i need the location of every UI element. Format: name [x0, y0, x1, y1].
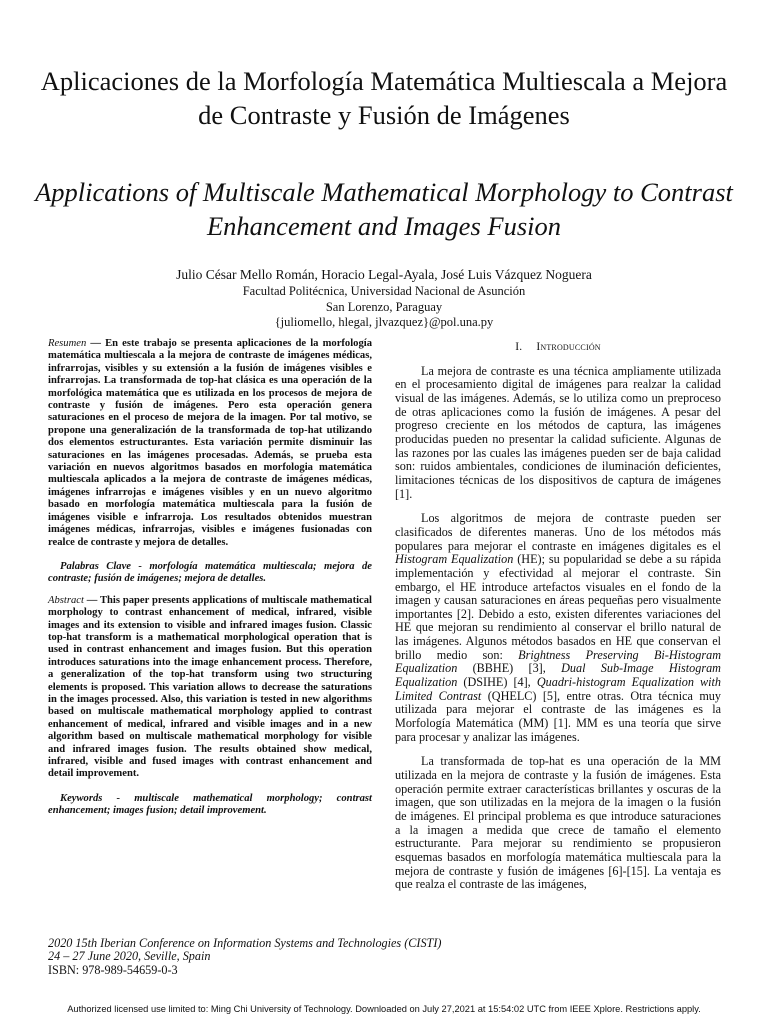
authors: Julio César Mello Román, Horacio Legal-Ayala, José Luis Vázquez Noguera [176, 267, 592, 282]
resumen-paragraph: Resumen — En este trabajo se presenta aplicaciones de la morfología matemática multiescala a la mejora de contraste de imágenes médicas, infrarrojas, visibles y su extensión a la fusión de imágenes visibles e infrarrojas. La transformada de top-hat clásica es una operación de la morfológica matemática que es utilizada en los procesos de mejora de contraste y fusión de imágenes. Pero esta operación genera saturaciones en el proceso de mejora de la imagen. Por tal motivo, se propone una generalización de la transformada de top-hat utilizando dos elementos estructurantes. Esta variación permite disminuir las saturaciones en las imágenes procesadas. Además, se prueba esta variación en nuevos algoritmos basados en morfologia matemática multiescala aplicados a la mejora de contraste de imágenes médicas, imágenes infrarrojas e imágenes visibles y en un nuevo algoritmo basado en morfología matemática multiescala para la fusión de imágenes visible e infrarroja. Los resultados obtenidos muestran imágenes médicas, infrarrojas, visibles e imágenes fusionadas con realce de contraste y mejora de detalles. [48, 338, 373, 548]
resumen-label: Resumen [48, 338, 87, 349]
abstract-label: Abstract [48, 594, 84, 606]
abstract-text: This paper presents applications of multiscale mathematical morphology to contrast enhancement of medical, infrared, visible images and its extension to visible and infrared images fusion. Classic top-hat transform is a mathematical morphological operation that is used in contrast enhancement and images fusion. But this operation introduces saturations into the image enhancement process. Therefore, a generalization of the top-hat transform using two structuring elements is proposed. This variation allows to decrease the saturations in the images processed. Also, this variation is tested in new algorithms based on multiscale mathematical morphology applied to contrast enhancement of medical, infrared and visible images and in a new algorithm based on multiscale mathematical morphology for visible and infrared images fusion. The results obtained show medical, infrared, visible and fused images with contrast enhancement and detail improvement. [48, 594, 372, 780]
title-spanish: Aplicaciones de la Morfología Matemática Multiescala a Mejora de Contraste y Fusión de Imágenes [40, 66, 728, 130]
palabras-clave-paragraph: Palabras Clave - morfología matemática multiescala; mejora de contraste; fusión de imágenes; mejora de detalles. [48, 560, 372, 585]
isbn: ISBN: 978-989-54659-0-3 [48, 962, 178, 977]
palabras-clave-text: morfología matemática multiescala; mejora de contraste; fusión de imágenes; mejora de detalles. [48, 560, 372, 585]
affiliation-emails: {juliomello, hlegal, jlvazquez}@pol.una.py [274, 315, 494, 329]
keywords-text: multiscale mathematical morphology; contrast enhancement; images fusion; detail improvement. [48, 792, 372, 817]
left-column [48, 338, 372, 818]
conference-footer [48, 937, 648, 977]
section-heading [395, 341, 721, 355]
keywords-label: Keywords [60, 792, 103, 804]
section-number: I. [515, 341, 523, 353]
right-column [395, 341, 721, 903]
intro-paragraph-1: La mejora de contraste es una técnica ampliamente utilizada en el procesamiento digital de imágenes para realzar la calidad visual de las imágenes. Además, se lo utiliza como un preproceso de otras aplicaciones como la fusión de imágenes. A pesar del progreso creciente en los métodos de captura, las imágenes producidas pueden no presentar la calidad suficiente. Algunas de las razones por las cuales las imágenes pueden ser de baja calidad son: ruidos ambientales, condiciones de iluminación deficientes, limitaciones técnicas de los dispositivos de captura de imágenes [1]. [395, 363, 721, 501]
intro-paragraph-3: La transformada de top-hat es una operación de la MM utilizada en la mejora de contraste y la fusión de imágenes. Esta operación permite extraer características brillantes y oscuras de la imagen, que son utilizadas en la mejora de la imagen o la fusión de imágenes. El principal problema es que introduce saturaciones a la imagen a medida que crece de tamaño el elemento estructurante. Para mejorar su rendimiento se propusieron esquemas basados en morfología matemática multiescala para la mejora de contraste y fusión de imágenes [6]-[15]. La ventaja es que realza el contraste de las imágenes, [395, 754, 721, 892]
title-english: Applications of Multiscale Mathematical Morphology to Contrast Enhancement and Images Fusion [35, 177, 733, 241]
keywords-paragraph: Keywords - multiscale mathematical morphology; contrast enhancement; images fusion; detail improvement. [48, 792, 372, 817]
palabras-clave-label: Palabras Clave [60, 560, 131, 572]
affiliation-location: San Lorenzo, Paraguay [325, 299, 443, 314]
resumen-text: En este trabajo se presenta aplicaciones de la morfología matemática multiescala a la mejora de contraste de imágenes médicas, infrarrojas, visibles y su extensión a la fusión de imágenes visibles e infrarrojas. La transformada de top-hat clásica es una operación de la morfológica matemática que es utilizada en los procesos de mejora de contraste y fusión de imágenes. Pero esta operación genera saturaciones en el proceso de mejora de la imagen. Por tal motivo, se propone una generalización de la transformada de top-hat utilizando dos elementos estructurantes. Esta variación permite disminuir las saturaciones en las imágenes procesadas. Además, se prueba esta variación en nuevos algoritmos basados en morfologia matemática multiescala aplicados a la mejora de contraste de imágenes médicas, imágenes infrarrojas e imágenes visibles y en un nuevo algoritmo basado en morfología matemática multiescala para la fusión de imágenes visible e infrarroja. Los resultados obtenidos muestran imágenes médicas, infrarrojas, visibles e imágenes fusionadas con realce de contraste y mejora de detalles. [48, 338, 373, 548]
affiliation [40, 284, 728, 331]
conference-name: 2020 15th Iberian Conference on Information Systems and Technologies (CISTI) [48, 936, 442, 950]
affiliation-faculty: Facultad Politécnica, Universidad Nacional de Asunción [242, 284, 526, 298]
section-title: Introducción [536, 341, 601, 353]
intro-paragraph-2: Los algoritmos de mejora de contraste pueden ser clasificados de diferentes maneras. Uno de los métodos más populares para mejorar el contraste en imágenes digitales es el Histogram Equalization (HE); su popularidad se debe a su rápida implementación y efectividad al mejorar el contraste. Sin embargo, el HE introduce artefactos visuales en el fondo de la imagen y causan saturaciones en áreas pequeñas pero visualmente importantes [2]. Debido a esto, existen diferentes variaciones del HE que mejoran su rendimiento al conservar el brillo natural de las imágenes. Algunos métodos basados en HE que conservan el brillo medio son: Brightness Preserving Bi-Histogram Equalization (BBHE) [3], Dual Sub-Image Histogram Equalization (DSIHE) [4], Quadri-histogram Equalization with Limited Contrast (QHELC) [5], entre otras. Otra técnica muy utilizada para mejorar el contraste de las imágenes es la Morfología Matemática (MM) [1]. MM es una teoría que sirve para procesar y analizar las imágenes. [395, 511, 722, 744]
conference-dates: 24 – 27 June 2020, Seville, Spain [48, 949, 211, 964]
license-notice: Authorized licensed use limited to: Ming Chi University of Technology. Downloaded on July 27,2021 at 15:54:02 UTC from IEEE Xplore. Restrictions apply. [67, 1004, 701, 1014]
abstract-paragraph: Abstract — This paper presents applications of multiscale mathematical morphology to contrast enhancement of medical, infrared, visible images and its extension to visible and infrared images fusion. Classic top-hat transform is a mathematical morphological operation that is used in contrast enhancement and images fusion. But this operation introduces saturations into the image enhancement process. Therefore, a generalization of the top-hat transform using two structuring elements is proposed. This variation allows to decrease the saturations in the images processed. Also, this variation is tested in new algorithms based on multiscale mathematical morphology applied to contrast enhancement of medical, infrared and visible images and in a new algorithm based on multiscale mathematical morphology for visible and infrared images fusion. The results obtained show medical, infrared, visible and fused images with contrast enhancement and detail improvement. [48, 594, 372, 780]
